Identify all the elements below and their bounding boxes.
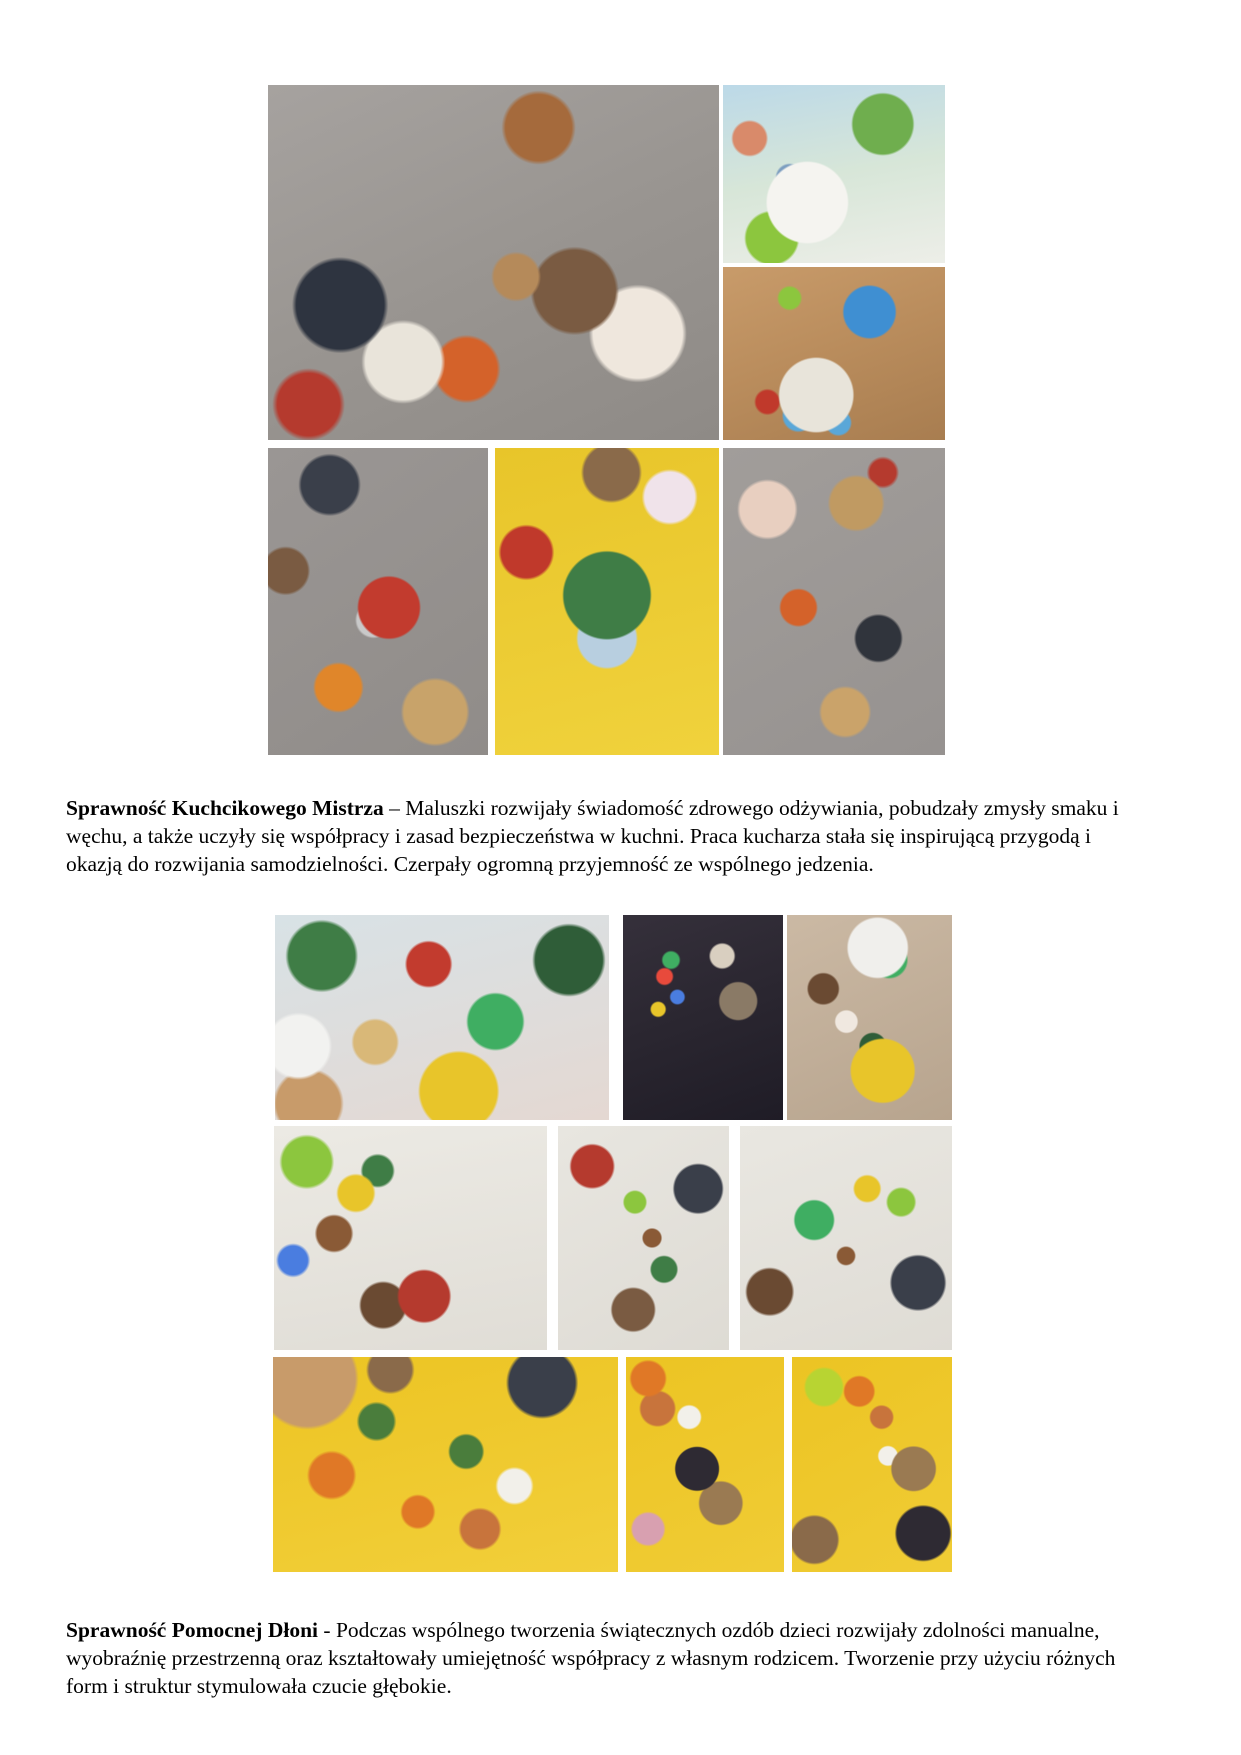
photo-teacher-green-shirt-table [787, 915, 952, 1120]
photo-collage-christmas-crafts [273, 915, 952, 1572]
paragraph-2-body: Podczas wspólnego tworzenia świątecznych ozdób dzieci rozwijały zdolności manualne, wyobraźnię przestrzenną oraz kształtowały umiejętność współpracy z własnym rodzicem. Tworzenie przy użyciu różnych form i struktur stymulowała czucie głębokie. [66, 1617, 1116, 1698]
paragraph-1-separator: – [383, 795, 406, 820]
photo-child-gluing-ornament [626, 1357, 784, 1572]
photo-dark-room-christmas-tree [623, 915, 783, 1120]
photo-girl-threading-ornament [792, 1357, 952, 1572]
photo-pompom-tree-table [740, 1126, 952, 1350]
photo-families-christmas-backdrop [275, 915, 609, 1120]
paragraph-1-body: Maluszki rozwijały świadomość zdrowego odżywiania, pobudzały zmysły smaku i węchu, a także uczyły się współpracy i zasad bezpieczeństwa w kuchni. Praca kucharza stała się inspirującą przygodą i okazją do rozwijania samodzielności. Czerpały ogromną przyjemność ze wspólnego jedzenia. [66, 795, 1119, 876]
paragraph-2-separator: - [318, 1617, 336, 1642]
paragraph-kuchcikowy-mistrz [66, 794, 1128, 878]
paragraph-1-heading: Sprawność Kuchcikowego Mistrza [66, 795, 384, 820]
photo-kids-felt-trees-table [558, 1126, 729, 1350]
photo-kids-craft-on-carpet [268, 448, 488, 755]
photo-child-bread-plate [495, 448, 719, 755]
paragraph-pomocna-dlon [66, 1616, 1128, 1700]
photo-craft-table-plates-rolls [274, 1126, 547, 1350]
photo-yellow-table-pasta-ornaments [273, 1357, 618, 1572]
photo-kids-vegetable-cart [723, 448, 945, 755]
paragraph-2-heading: Sprawność Pomocnej Dłoni [66, 1617, 319, 1642]
photo-kids-table-turtle-mural [723, 85, 945, 263]
photo-collage-cooking [268, 85, 945, 755]
photo-teacher-kids-floor-mat [723, 267, 945, 440]
photo-kids-vegetable-bowl-carpet [268, 85, 719, 440]
